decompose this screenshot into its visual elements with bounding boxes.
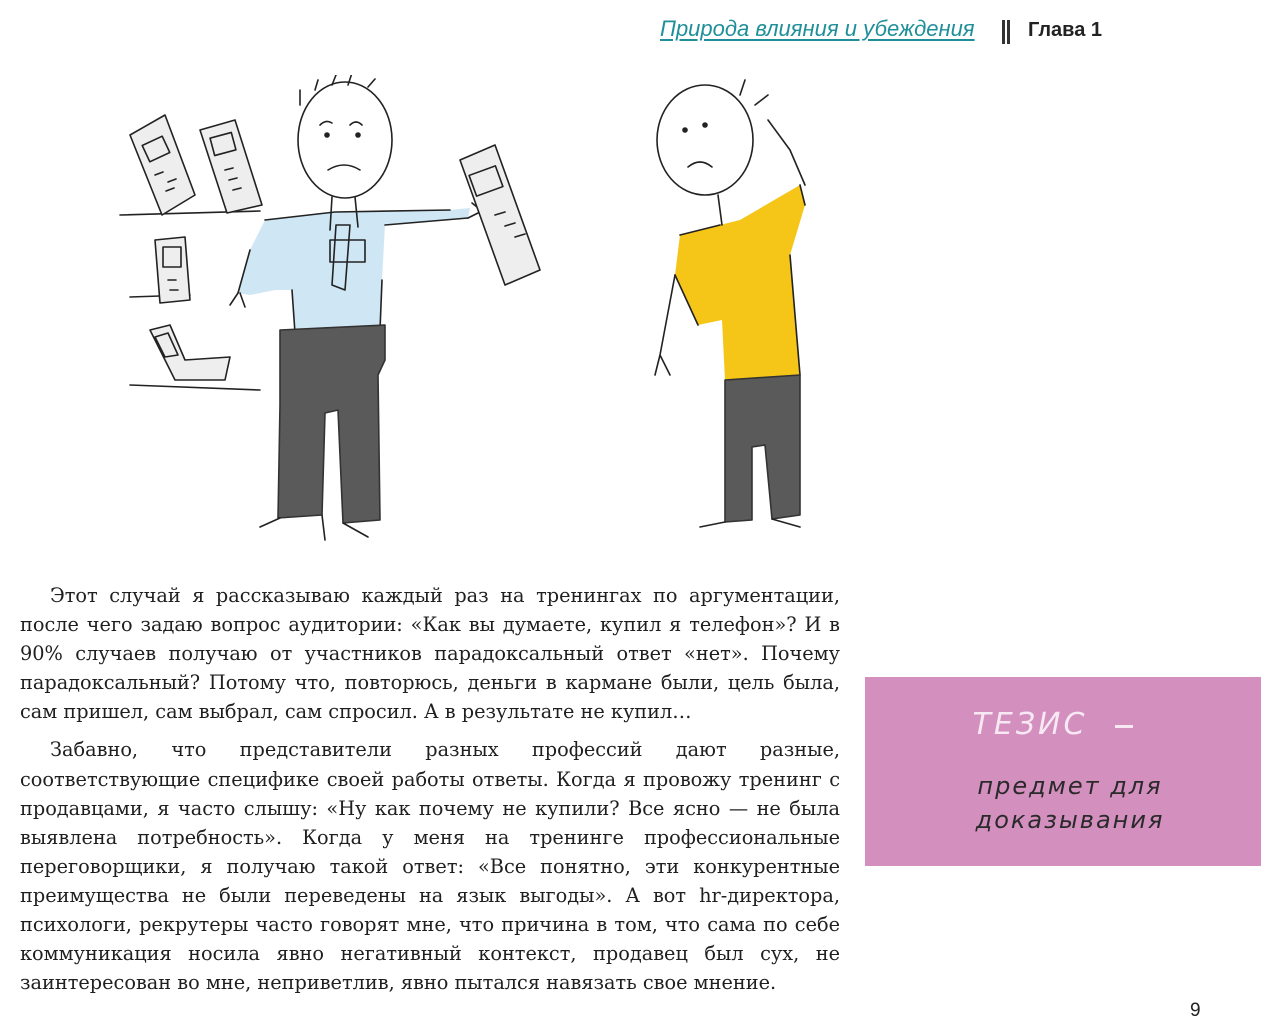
customer-shirt xyxy=(675,185,805,380)
callout-title: ТЕЗИС xyxy=(972,707,1088,742)
body-text xyxy=(20,581,1008,1006)
callout-definition: предмет для доказывания xyxy=(975,772,1165,834)
seller-trousers xyxy=(278,325,385,523)
header-separator xyxy=(1002,20,1010,44)
stick-figures-illustration xyxy=(100,75,840,555)
paragraph: Этот случай я рассказываю каждый раз на тренингах по аргументации, после чего задаю вопрос аудитории: «Как вы думаете, купил я телефон»? И в 90% случаев получаю от участников парадоксальный ответ «нет». Почему парадоксальный? Потому что, повторюсь, деньги в кармане были, цель была, сам пришел, сам выбрал, сам спросил. А в результате не купил… xyxy=(20,584,840,724)
chapter-title-link[interactable]: Природа влияния и убеждения xyxy=(660,16,975,41)
paragraph: Забавно, что представители разных профессий дают разные, соответствующие специфике своей работы ответы. Когда я провожу тренинг с продавцами, я часто слышу: «Ну как почему не купили? Все ясно — не была выявлена потребность». Когда у меня на тренинге профессиональные переговорщики, я получаю такой ответ: «Все понятно, эти конкурентные преимущества не были переведены на язык выгоды». А вот hr-директора, психологи, рекрутеры часто говорят мне, что причина в том, что сама по себе коммуникация носила явно негативный контекст, продавец был сух, не заинтересован во мне, неприветлив, явно пытался навязать свое мнение. xyxy=(20,738,840,995)
page-header xyxy=(0,14,1285,48)
customer-head xyxy=(657,85,753,195)
customer-trousers xyxy=(725,375,800,522)
seller-shirt xyxy=(238,208,470,333)
chapter-number: Глава 1 xyxy=(1028,19,1103,41)
callout-dash xyxy=(1115,725,1133,728)
seller-head xyxy=(298,82,392,198)
callout-wrap-space xyxy=(840,639,1008,961)
customer-figure xyxy=(655,80,805,527)
page-number: 9 xyxy=(1190,1000,1201,1021)
